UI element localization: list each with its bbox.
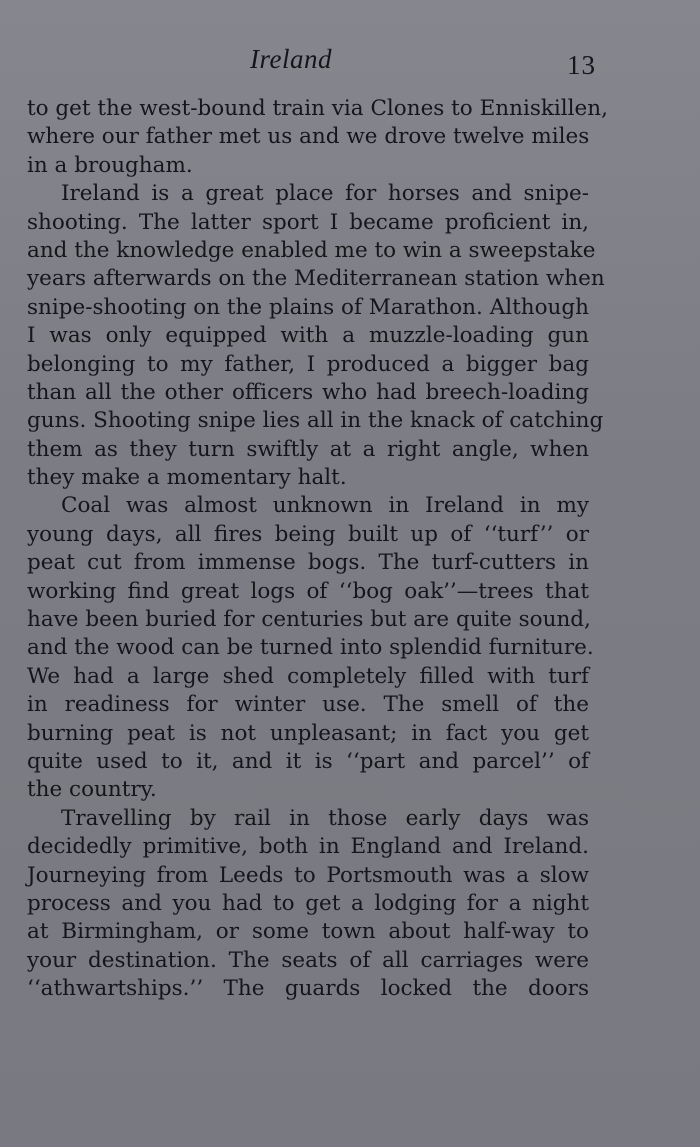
- text-line: We had a large shed completely filled with turf: [27, 663, 589, 689]
- text-line: than all the other officers who had breech-loading: [27, 379, 589, 405]
- text-line: snipe-shooting on the plains of Marathon. Although: [27, 294, 589, 320]
- text-line: have been buried for centuries but are quite sound,: [27, 607, 591, 633]
- text-line: Journeying from Leeds to Portsmouth was a slow: [27, 862, 589, 888]
- text-line: your destination. The seats of all carriages were: [27, 947, 589, 973]
- text-line: to get the west-bound train via Clones to Enniskillen,: [27, 96, 608, 121]
- text-line: belonging to my father, I produced a bigger bag: [27, 351, 589, 377]
- text-line: process and you had to get a lodging for a night: [27, 890, 589, 916]
- text-line: ‘‘athwartships.’’ The guards locked the doors: [27, 976, 589, 1002]
- text-line: Travelling by rail in those early days was: [61, 805, 589, 831]
- text-line: and the knowledge enabled me to win a sweepstake: [27, 237, 596, 263]
- text-line: young days, all fires being built up of ‘‘turf’’ or: [27, 521, 589, 547]
- text-line: peat cut from immense bogs. The turf-cutters in: [27, 550, 589, 576]
- text-line: where our father met us and we drove twelve miles: [27, 124, 590, 150]
- text-line: years afterwards on the Mediterranean station when: [27, 266, 605, 292]
- text-line: I was only equipped with a muzzle-loading gun: [27, 323, 589, 349]
- text-line: them as they turn swiftly at a right angle, when: [27, 436, 589, 462]
- page-number: 13: [567, 50, 596, 80]
- text-line: quite used to it, and it is ‘‘part and parcel’’ of: [27, 748, 589, 774]
- body-text: [27, 95, 608, 1004]
- text-line: burning peat is not unpleasant; in fact you get: [27, 720, 589, 746]
- text-line: Ireland is a great place for horses and snipe-: [61, 181, 589, 207]
- text-line: guns. Shooting snipe lies all in the knack of catching: [27, 408, 604, 434]
- text-line: the country.: [27, 777, 157, 803]
- text-line: Coal was almost unknown in Ireland in my: [61, 493, 589, 519]
- text-line: decidedly primitive, both in England and Ireland.: [27, 834, 589, 860]
- text-line: in a brougham.: [27, 152, 193, 178]
- text-line: in readiness for winter use. The smell of the: [27, 692, 589, 718]
- running-title: Ireland: [250, 44, 332, 74]
- text-line: they make a momentary halt.: [27, 465, 347, 491]
- text-line: and the wood can be turned into splendid furniture.: [27, 635, 594, 661]
- text-line: at Birmingham, or some town about half-way to: [27, 919, 589, 945]
- text-line: shooting. The latter sport I became proficient in,: [27, 209, 589, 235]
- text-line: working find great logs of ‘‘bog oak’’—trees that: [27, 578, 589, 604]
- running-head: [0, 44, 700, 78]
